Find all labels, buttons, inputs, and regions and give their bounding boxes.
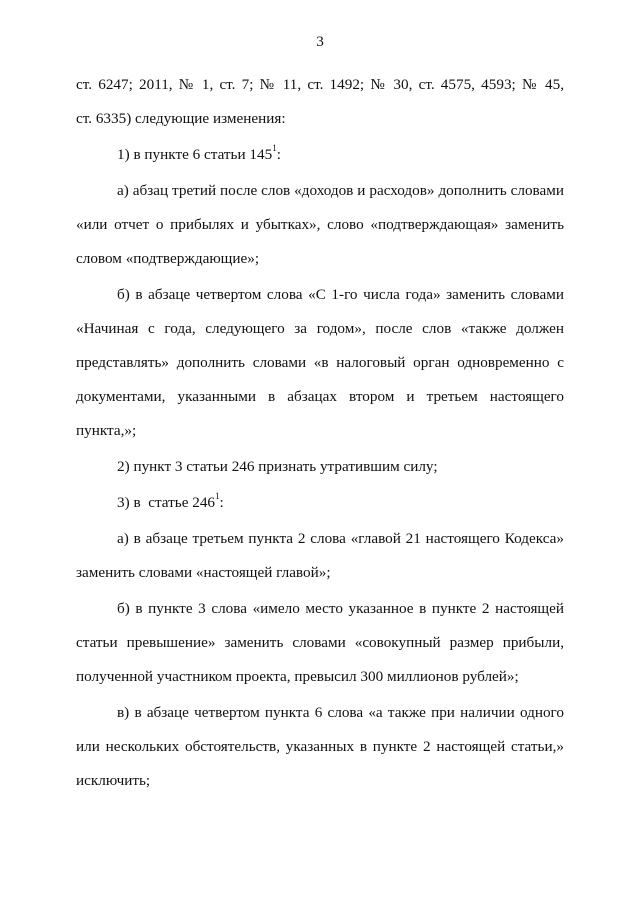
text-line-5: «или отчет о прибылях и убытках», слово «подтверждающая» заменить (76, 216, 564, 233)
text-line-16: б) в пункте 3 слова «имело место указанное в пункте 2 настоящей (117, 600, 564, 617)
text-line-1: ст. 6247; 2011, № 1, ст. 7; № 11, ст. 1492; № 30, ст. 4575, 4593; № 45, (76, 76, 564, 93)
item-3-text: 3) в статье 246 (117, 494, 216, 511)
text-line-4: а) абзац третий после слов «доходов и расходов» дополнить словами (117, 182, 564, 199)
text-line-6: словом «подтверждающие»; (76, 250, 260, 267)
text-line-20: или нескольких обстоятельств, указанных в пункте 2 настоящей статьи,» (76, 738, 564, 755)
text-line-15: заменить словами «настоящей главой»; (76, 564, 331, 581)
colon: : (219, 494, 224, 511)
text-line-3 (117, 142, 281, 164)
text-line-17: статьи превышение» заменить словами «совокупный размер прибыли, (76, 634, 564, 651)
text-line-21: исключить; (76, 772, 151, 789)
text-line-19: в) в абзаце четвертом пункта 6 слова «а также при наличии одного (117, 704, 564, 721)
text-line-13 (117, 490, 224, 512)
text-line-9: представлять» дополнить словами «в налоговый орган одновременно с (76, 354, 564, 371)
colon: : (276, 146, 281, 163)
text-line-14: а) в абзаце третьем пункта 2 слова «главой 21 настоящего Кодекса» (117, 530, 564, 547)
text-line-12: 2) пункт 3 статьи 246 признать утратившим силу; (117, 458, 438, 475)
page-number: 3 (316, 33, 324, 50)
text-line-2: ст. 6335) следующие изменения: (76, 110, 286, 127)
text-line-8: «Начиная с года, следующего за годом», после слов «также должен (76, 320, 564, 337)
text-line-7: б) в абзаце четвертом слова «С 1-го числа года» заменить словами (117, 286, 564, 303)
superscript: 1 (272, 142, 277, 153)
item-1-text: 1) в пункте 6 статьи 145 (117, 146, 273, 163)
text-line-18: полученной участником проекта, превысил 300 миллионов рублей»; (76, 668, 519, 685)
superscript: 1 (215, 490, 220, 501)
text-line-11: пункта,»; (76, 422, 137, 439)
text-line-10: документами, указанными в абзацах втором и третьем настоящего (76, 388, 564, 405)
